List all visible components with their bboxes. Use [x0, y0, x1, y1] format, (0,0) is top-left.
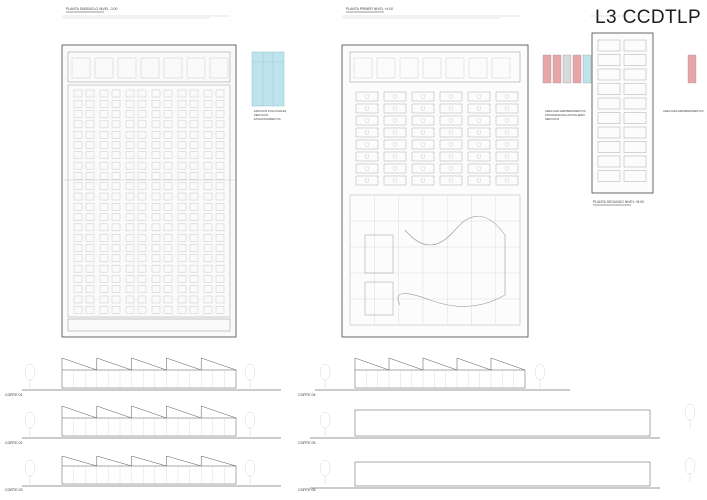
legend-basement-item-3: ESTACIONAMIENTOS: [254, 118, 281, 121]
section-label-02: CORTE 02: [5, 441, 23, 445]
second-plan-title: PLANTA SEGUNDO NIVEL +8.00: [593, 200, 644, 204]
legend-basement-item-1: ESPACIOS FUNCIONALES: [254, 110, 287, 113]
basement-plan: [62, 45, 236, 337]
legend-first-swatch-red-3: [573, 55, 581, 83]
section-label-03: CORTE 03: [5, 488, 23, 492]
legend-first-swatch-cyan: [583, 55, 591, 83]
legend-basement-item-2: SERVICIOS: [254, 114, 269, 117]
legend-first-swatch-red-2: [553, 55, 561, 83]
legend-second-swatch-red: [688, 55, 696, 83]
first-plan-title: PLANTA PRIMER NIVEL +4.00: [346, 7, 394, 11]
second-floor-plan: [592, 33, 653, 193]
first-floor-plan: [342, 45, 528, 337]
legend-first-item-3: SERVICIOS: [545, 118, 560, 121]
legend-first-swatch-red-1: [543, 55, 551, 83]
legend-first-item-2: PROGRAMAS/AULAS/TALLERES: [545, 114, 585, 117]
section-label-06: CORTE 06: [298, 488, 316, 492]
legend-second-item-1: AREA PARA EMPRENDIMIENTOS: [663, 110, 704, 113]
sheet-code: L3 CCDTLP: [595, 7, 702, 28]
legend-first-item-1: AREA PARA EMPRENDIMIENTOS: [545, 110, 586, 113]
section-label-05: CORTE 05: [298, 441, 316, 445]
basement-plan-title: PLANTA SUBSUELO NIVEL -3.00: [66, 7, 118, 11]
legend-first-swatch-gray: [563, 55, 571, 83]
section-label-01: CORTE 01: [5, 393, 23, 397]
building-sections: [22, 358, 695, 488]
legend-basement-swatch: [252, 52, 284, 106]
section-label-04: CORTE 04: [298, 393, 316, 397]
